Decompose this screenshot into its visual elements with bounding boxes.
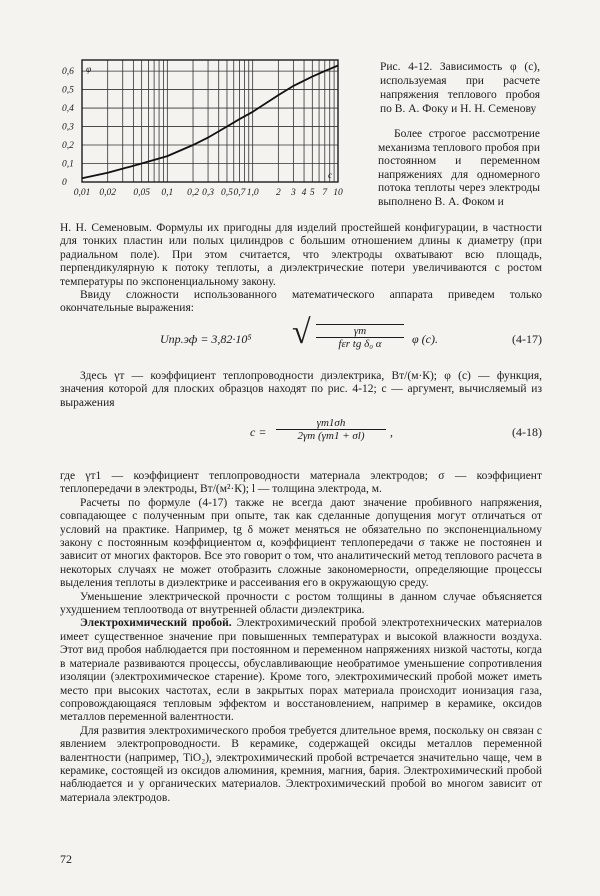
x-tick-label: 0,5 (221, 188, 233, 198)
phi-axis-label: φ (86, 65, 92, 75)
x-tick-label: 0,1 (161, 188, 174, 198)
x-tick-label: 0,05 (133, 188, 150, 198)
sqrt-sign: √ (292, 314, 311, 351)
x-tick-label: 10 (333, 188, 343, 198)
x-tick-label: 7 (322, 188, 328, 198)
formula-4-18-fraction (276, 417, 386, 442)
paragraph-1-text: Н. Н. Семеновым. Формулы их пригодны для изделий простейшей конфигурации, в частности для тонких пластин или полых цилиндров с большим отношением длины к диаметру (при радиальном поле). При этом считается, что электроды охватывают всю площадь, перпендикулярную к потоку теплоты, а диэлектрические потери увеличиваются с ростом температуры по экспоненциальному закону. (60, 222, 542, 288)
paragraph-7-heading: Электрохимический пробой. (80, 617, 232, 630)
formula-4-17 (60, 314, 542, 362)
paragraph-3-text: Здесь γт — коэффициент теплопроводности диэлектрика, Вт/(м·К); φ (c) — функция, значения которой для плоских образцов находят по рис. 4-12; c — аргумент, вычисляемый из выражения (60, 370, 542, 409)
formula-4-18-lhs: c = (250, 425, 267, 439)
formula-4-17-tail: φ (c). (412, 332, 438, 346)
x-tick-label: 5 (309, 188, 315, 198)
paragraph-7 (60, 617, 542, 724)
paragraph-7-text: Электрохимический пробой электротехнических материалов имеет существенное значение при повышенных температурах и высокой влажности воздуха. Этот вид пробоя наблюдается при постоянном и переменном напряжениях низкой частоты, когда в материале развиваются процессы, обуславливающие необратимое уменьшение сопротивления изоляции (электрохимическое старение). Кроме того, электрохимический пробой может иметь место при высоких частотах, если в закрытых порах материала происходит ионизация газа, сопровождающаяся тепловым эффектом и восстановлением, например в керамике, оксидов металлов переменной валентности. (60, 617, 543, 724)
x-tick-label: 2 (275, 188, 281, 198)
formula-4-18-tail: , (390, 425, 393, 439)
paragraph-4-text: где γт1 — коэффициент теплопроводности материала электродов; σ — коэффициент теплопередачи в электроды, Вт/(м²·К); l — толщина электрода, м. (60, 470, 542, 496)
y-tick-label: 0,2 (62, 141, 74, 152)
paragraph-8-text: Для развития электрохимического пробоя требуется длительное время, поскольку он связан с явлением электропроводности. В керамике, содержащей оксиды металлов переменной валентности (например, TiO₂), электрохимический пробой встречается значительно чаще, чем в керамике, состоящей из оксидов алюминия, кремния, магния, бария. Электрохимический пробой наблюдается и у органических материалов. Электрохимический пробой во многом зависит от материала электродов. (60, 724, 542, 804)
y-tick-label: 0,1 (62, 159, 74, 170)
formula-4-17-denominator: fεr tg δ₀ α (338, 338, 382, 350)
paragraph-3 (60, 370, 542, 410)
x-tick-label: 1,0 (246, 188, 259, 198)
x-tick-label: 0,7 (233, 188, 246, 198)
x-tick-label: 0,02 (99, 188, 117, 198)
y-tick-label: 0,6 (62, 67, 74, 78)
x-tick-label: 0,3 (202, 188, 214, 198)
side-paragraph: Более строгое рассмотрение механизма теплового пробоя при постоянном и переменном напряжениях для одномерного потока теплоты через электроды выполнено В. А. Фоком и (378, 128, 540, 208)
y-tick-label: 0,3 (62, 122, 74, 133)
y-tick-label: 0,5 (62, 85, 74, 96)
x-tick-label: 0,01 (73, 188, 91, 198)
paragraph-block-main (60, 470, 542, 805)
formula-4-17-number: (4-17) (512, 332, 542, 346)
y-tick-label: 0 (62, 178, 67, 188)
figure-caption: Рис. 4-12. Зависимость φ (c), используемая при расчете напряжения теплового пробоя по В. А. Фоку и Н. Н. Семенову (380, 61, 540, 115)
x-tick-label: 3 (291, 188, 296, 198)
formula-4-18 (60, 415, 542, 455)
formula-4-17-fraction (316, 324, 404, 350)
paragraph-1 (60, 222, 542, 316)
x-tick-label: 4 (301, 188, 307, 198)
paragraph-2-text: Ввиду сложности использованного математического аппарата приведем только окончательные выражения: (60, 289, 542, 315)
page-number: 72 (60, 852, 72, 866)
formula-4-18-number: (4-18) (512, 425, 542, 439)
y-tick-label: 0,4 (62, 104, 74, 115)
paragraph-5-text: Расчеты по формуле (4-17) также не всегда дают значение пробивного напряжения, совпадающее с полученным при опыте, так как сделанные допущения могут отличаться от условий на практике. Например, tg δ может меняться не обязательно по экспоненциальному закону с постоянным коэффициентом α, коэффициент теплопередачи σ также не постоянен и зависит от многих факторов. Все это говорит о том, что аналитический метод теплового расчета в некоторых случаях не может отобразить сложные закономерности, определяющие процессы выделения теплоты в диэлектрике и рассеивания его в окружающую среду. (60, 496, 542, 590)
phi-c-curve (82, 66, 338, 179)
formula-4-17-numerator: γт (316, 325, 404, 338)
phi-c-chart (60, 52, 370, 212)
x-tick-label: 0,2 (187, 188, 199, 198)
figure-4-12 (60, 52, 370, 212)
paragraph-6-text: Уменьшение электрической прочности с ростом толщины в данном случае объясняется ухудшением теплоотвода от внутренней области диэлектрика. (60, 590, 542, 617)
formula-4-18-denominator: 2γт (γт1 + σl) (297, 430, 365, 442)
formula-4-17-lhs: Uпр.эф = 3,82·10⁵ (160, 332, 252, 346)
c-axis-label: c (328, 171, 333, 181)
formula-4-18-numerator: γт1σh (276, 417, 386, 430)
